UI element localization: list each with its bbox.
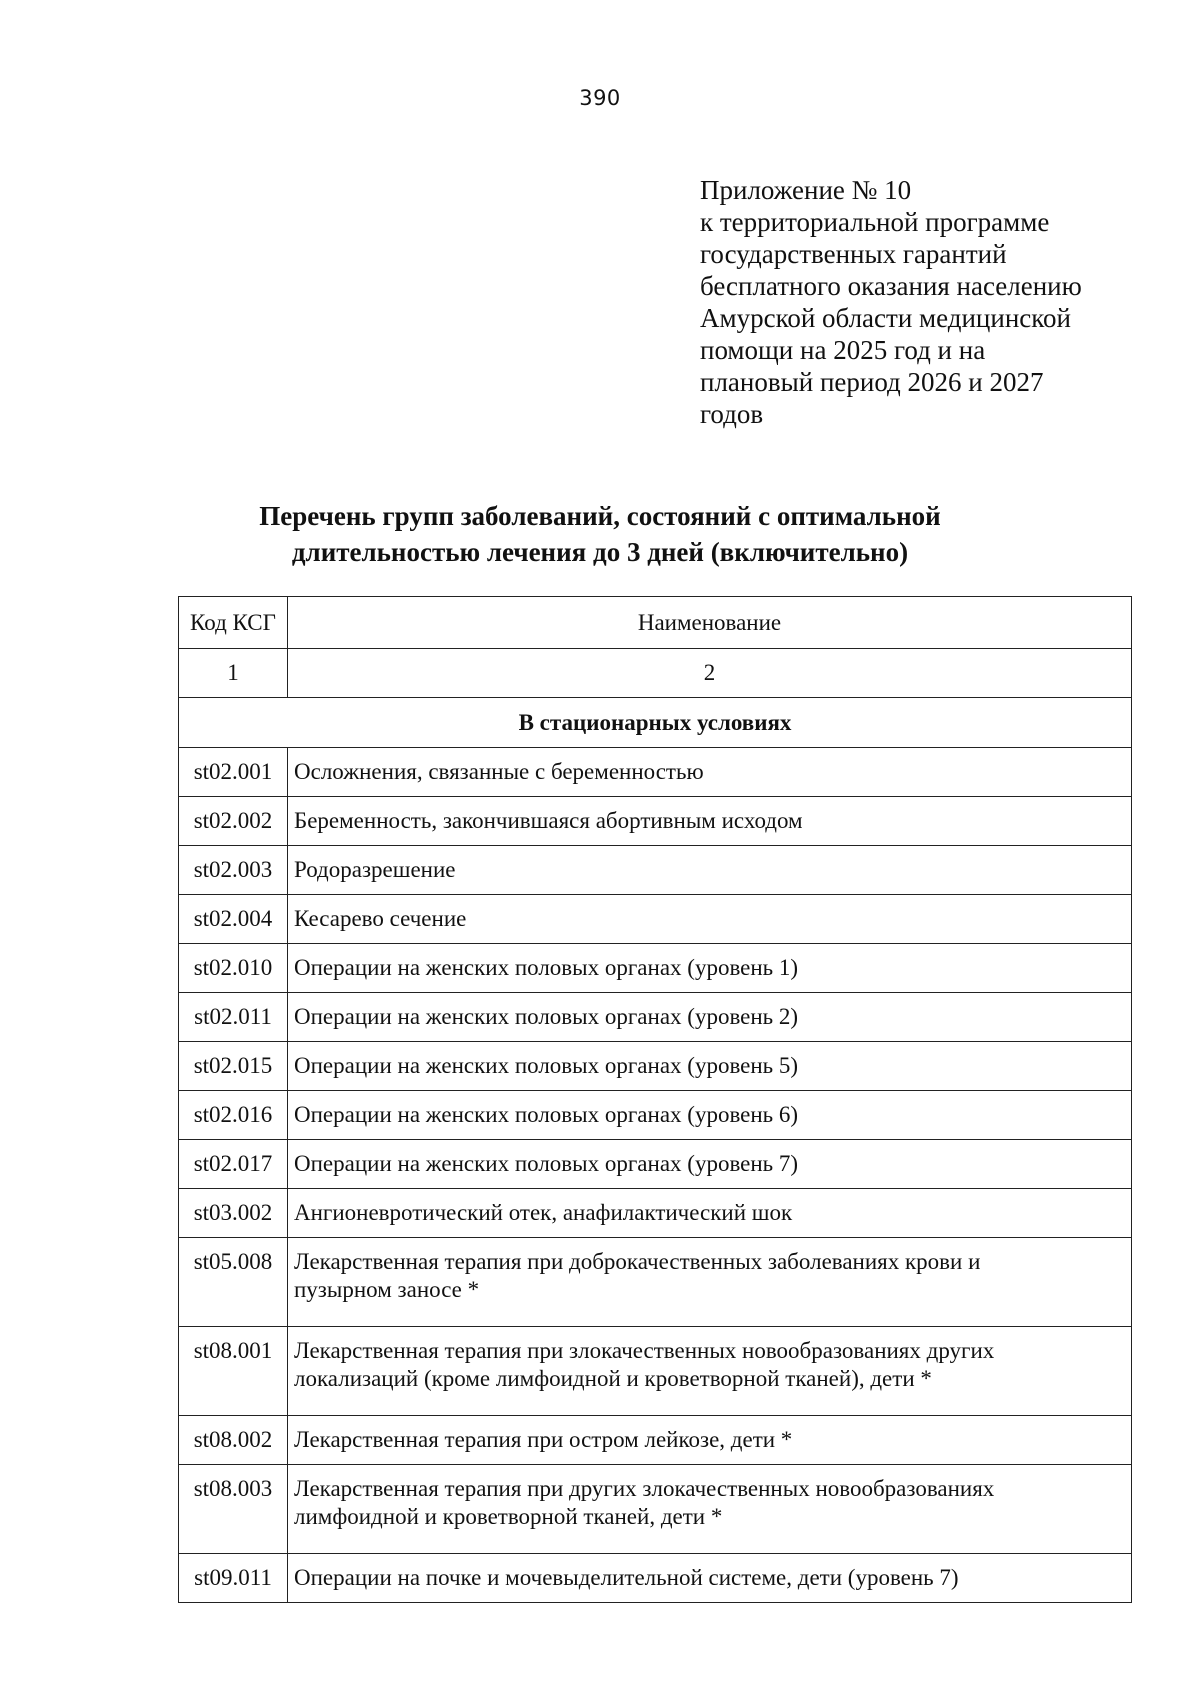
ksg-name-line: пузырном заносе *	[294, 1277, 480, 1302]
document-title-line: длительностью лечения до 3 дней (включительно)	[291, 537, 909, 567]
ksg-code: st02.004	[179, 895, 288, 944]
table-row	[179, 1189, 1132, 1238]
header-code-cell: Код КСГ	[179, 597, 288, 649]
ksg-name: Операции на почке и мочевыделительной системе, дети (уровень 7)	[288, 1554, 1132, 1603]
ksg-name: Операции на женских половых органах (уровень 2)	[288, 993, 1132, 1042]
ksg-name: Операции на женских половых органах (уровень 6)	[288, 1091, 1132, 1140]
table-row	[179, 895, 1132, 944]
appendix-line: Амурской области медицинской	[700, 303, 1071, 333]
appendix-line: бесплатного оказания населению	[700, 271, 1082, 301]
ksg-name: Осложнения, связанные с беременностью	[288, 748, 1132, 797]
table-row	[179, 1327, 1132, 1416]
ksg-name-line: Лекарственная терапия при злокачественных новообразованиях других	[294, 1338, 995, 1363]
appendix-line: государственных гарантий	[700, 239, 1007, 269]
table-row	[179, 1465, 1132, 1554]
ksg-code: st05.008	[179, 1238, 288, 1327]
ksg-name	[288, 1465, 1132, 1554]
ksg-code: st08.002	[179, 1416, 288, 1465]
page-number: 390	[579, 86, 621, 110]
ksg-code: st02.010	[179, 944, 288, 993]
table-row	[179, 748, 1132, 797]
ksg-name: Ангионевротический отек, анафилактический шок	[288, 1189, 1132, 1238]
ksg-name-line: лимфоидной и кроветворной тканей, дети *	[294, 1504, 723, 1529]
ksg-name: Лекарственная терапия при остром лейкозе, дети *	[288, 1416, 1132, 1465]
ksg-name: Операции на женских половых органах (уровень 7)	[288, 1140, 1132, 1189]
table-row	[179, 1091, 1132, 1140]
appendix-line: годов	[700, 399, 764, 429]
table-header-row	[179, 597, 1132, 649]
table-row	[179, 1554, 1132, 1603]
ksg-name: Кесарево сечение	[288, 895, 1132, 944]
section-title: В стационарных условиях	[179, 698, 1132, 748]
table-row	[179, 797, 1132, 846]
ksg-code: st02.015	[179, 1042, 288, 1091]
table-row	[179, 1238, 1132, 1327]
ksg-code: st08.003	[179, 1465, 288, 1554]
ksg-name: Беременность, закончившаяся абортивным исходом	[288, 797, 1132, 846]
table-row	[179, 846, 1132, 895]
ksg-code: st02.002	[179, 797, 288, 846]
ksg-name: Операции на женских половых органах (уровень 1)	[288, 944, 1132, 993]
table-row	[179, 944, 1132, 993]
document-title-line: Перечень групп заболеваний, состояний с оптимальной	[259, 501, 941, 531]
ksg-code: st09.011	[179, 1554, 288, 1603]
column-number-cell: 2	[288, 649, 1132, 698]
table-row	[179, 1416, 1132, 1465]
table-row	[179, 1140, 1132, 1189]
document-title	[0, 498, 1200, 570]
appendix-line: Приложение № 10	[700, 175, 912, 205]
ksg-code: st02.016	[179, 1091, 288, 1140]
ksg-name-line: локализаций (кроме лимфоидной и кроветворной тканей), дети *	[294, 1366, 932, 1391]
ksg-name-line: Лекарственная терапия при доброкачественных заболеваниях крови и	[294, 1249, 981, 1274]
ksg-name: Операции на женских половых органах (уровень 5)	[288, 1042, 1132, 1091]
ksg-name: Родоразрешение	[288, 846, 1132, 895]
table-row	[179, 993, 1132, 1042]
ksg-name	[288, 1238, 1132, 1327]
appendix-block	[700, 174, 1170, 430]
section-row	[179, 698, 1132, 748]
ksg-code: st02.001	[179, 748, 288, 797]
ksg-name	[288, 1327, 1132, 1416]
ksg-code: st02.003	[179, 846, 288, 895]
appendix-line: помощи на 2025 год и на	[700, 335, 986, 365]
column-number-row	[179, 649, 1132, 698]
column-number-cell: 1	[179, 649, 288, 698]
header-name-cell: Наименование	[288, 597, 1132, 649]
table-row	[179, 1042, 1132, 1091]
ksg-code: st02.017	[179, 1140, 288, 1189]
ksg-code: st08.001	[179, 1327, 288, 1416]
ksg-table	[178, 596, 1132, 1603]
appendix-line: плановый период 2026 и 2027	[700, 367, 1044, 397]
ksg-code: st03.002	[179, 1189, 288, 1238]
appendix-line: к территориальной программе	[700, 207, 1050, 237]
ksg-name-line: Лекарственная терапия при других злокачественных новообразованиях	[294, 1476, 995, 1501]
ksg-code: st02.011	[179, 993, 288, 1042]
